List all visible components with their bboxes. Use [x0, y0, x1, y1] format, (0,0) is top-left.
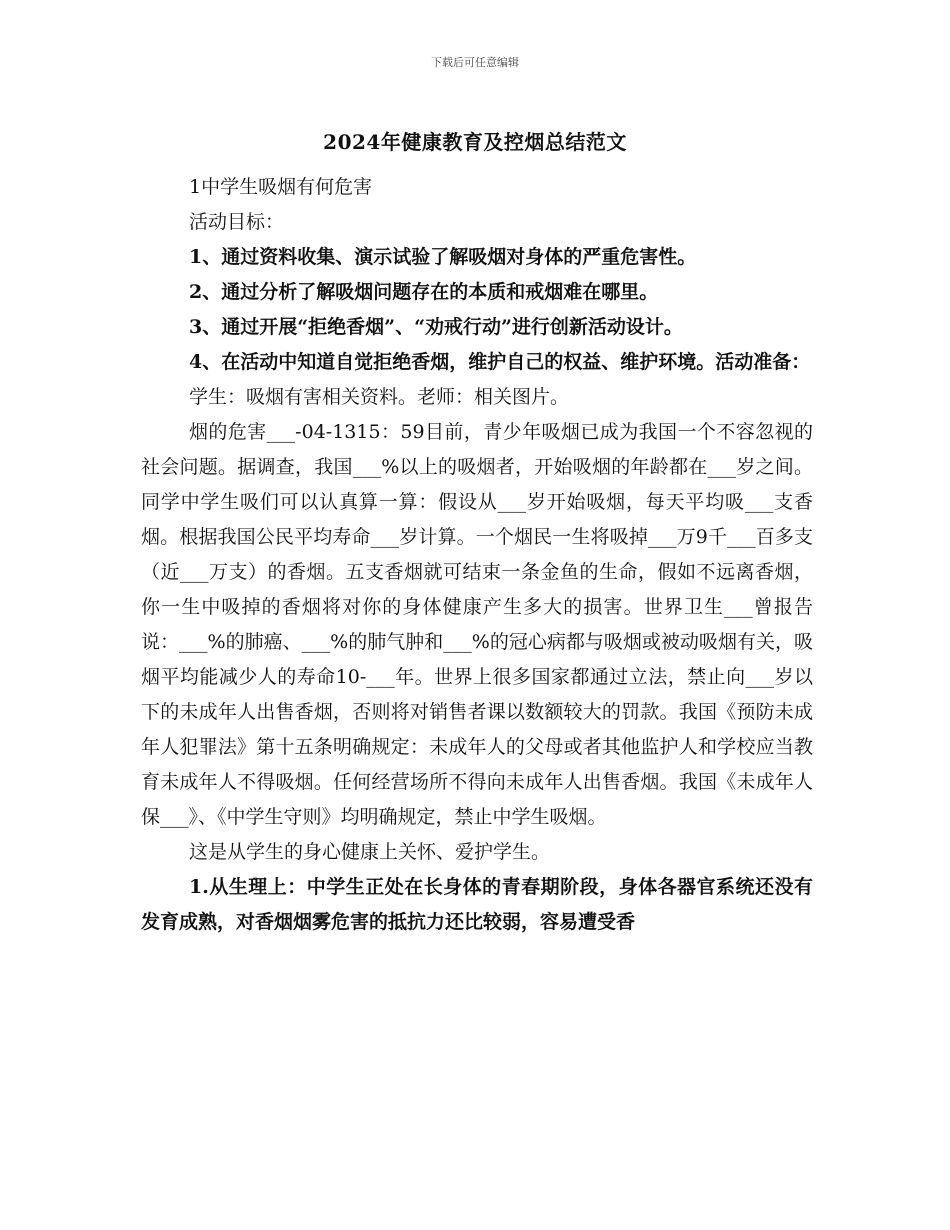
- care-line: 这是从学生的身心健康上关怀、爱护学生。: [189, 841, 551, 863]
- goal-item-1: 1、通过资料收集、演示试验了解吸烟对身体的严重危害性。: [189, 246, 697, 268]
- goal-item-2: 2、通过分析了解吸烟问题存在的本质和戒烟难在哪里。: [189, 281, 659, 303]
- physiology-paragraph: 1.从生理上：中学生正处在长身体的青春期阶段，身体各器官系统还没有发育成熟，对香烟烟雾危害的抵抗力还比较弱，容易遭受香: [141, 876, 813, 933]
- section-heading: 1中学生吸烟有何危害: [189, 176, 373, 198]
- header-note: 下载后可任意编辑: [431, 56, 519, 69]
- document-title: 2024年健康教育及控烟总结范文: [323, 130, 627, 154]
- prep-line: 学生：吸烟有害相关资料。老师：相关图片。: [189, 386, 570, 408]
- goal-label: 活动目标：: [189, 211, 285, 233]
- main-paragraph: 烟的危害___-04-1315：59目前，青少年吸烟已成为我国一个不容忽视的社会问题。据调查，我国___%以上的吸烟者，开始吸烟的年龄都在___岁之间。同学中学生吸们可以认真算一算：假设从___岁开始吸烟，每天平均吸___支香烟。根据我国公民平均寿命___岁计算。一个烟民一生将吸掉___万9千___百多支（近___万支）的香烟。五支香烟就可结束一条金鱼的生命，假如不远离香烟，你一生中吸掉的香烟将对你的身体健康产生多大的损害。世界卫生___曾报告说：___%的肺癌、___%的肺气肿和___%的冠心病都与吸烟或被动吸烟有关，吸烟平均能减少人的寿命10-___年。世界上很多国家都通过立法，禁止向___岁以下的未成年人出售香烟，否则将对销售者课以数额较大的罚款。我国《预防未成年人犯罪法》第十五条明确规定：未成年人的父母或者其他监护人和学校应当教育未成年人不得吸烟。任何经营场所不得向未成年人出售香烟。我国《未成年人保___》、《中学生守则》均明确规定，禁止中学生吸烟。: [141, 421, 813, 828]
- document-body: [141, 170, 813, 940]
- goal-item-4: 4、在活动中知道自觉拒绝香烟，维护自己的权益、维护环境。活动准备：: [189, 351, 811, 373]
- goal-item-3: 3、通过开展“拒绝香烟”、“劝戒行动”进行创新活动设计。: [189, 316, 683, 338]
